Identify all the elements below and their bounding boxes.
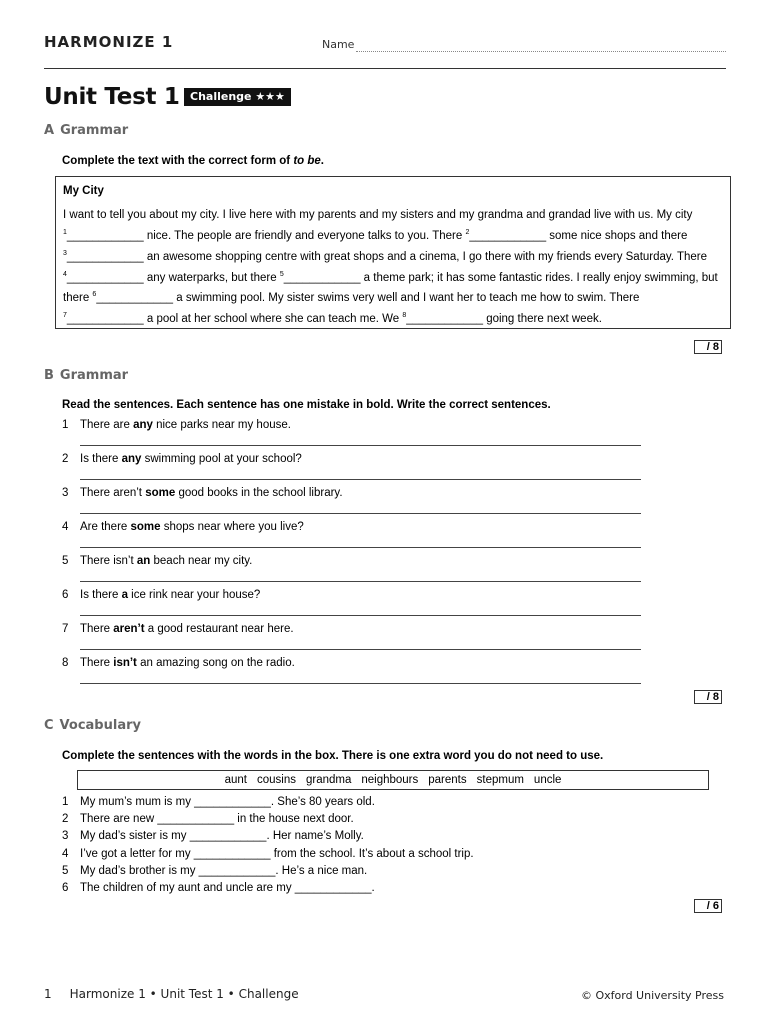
question-item	[62, 487, 343, 499]
section-b-heading	[44, 368, 128, 383]
word-box-item: neighbours	[361, 774, 419, 786]
gap-number: 6	[92, 291, 97, 299]
question-text: There aren’t	[80, 487, 146, 499]
gap-number: 3	[63, 249, 67, 257]
answer-line[interactable]	[80, 581, 641, 582]
answer-line[interactable]	[80, 649, 641, 650]
question-number: 5	[62, 555, 69, 567]
question-number: 3	[62, 830, 69, 843]
passage-segment: ____________ any waterparks, but there	[66, 271, 280, 284]
passage-segment: I want to tell you about my city. I live here with my parents and my sisters and my grandma and grandad live with us. My city	[63, 209, 693, 221]
challenge-badge: Challenge ★★★	[184, 88, 291, 106]
passage-segment: ____________ an awesome shopping centre with great shops and a cinema, I go there with my friends every Saturday. There	[66, 250, 708, 263]
answer-line[interactable]	[80, 445, 641, 446]
section-letter: A	[44, 123, 55, 138]
gap-number: 1	[63, 229, 67, 236]
mistake-word: aren’t	[113, 623, 145, 635]
word-box-item: grandma	[305, 774, 352, 786]
passage-box	[55, 176, 731, 329]
vocab-item	[62, 848, 474, 860]
mistake-word: some	[130, 521, 161, 533]
copyright: © Oxford University Press	[580, 989, 724, 1002]
gap-number: 4	[63, 270, 67, 278]
question-number: 4	[62, 847, 69, 860]
question-text: swimming pool at your school?	[141, 453, 302, 465]
vocab-item	[62, 813, 354, 825]
section-c-heading	[44, 718, 141, 733]
question-text: nice parks near my house.	[152, 419, 291, 431]
mistake-word: isn’t	[113, 657, 137, 669]
question-number: 6	[62, 882, 69, 894]
question-text: My dad’s brother is my ____________. He’s a nice man.	[80, 864, 368, 877]
answer-line[interactable]	[80, 479, 641, 480]
passage-title: My City	[63, 185, 104, 197]
passage-segment: ____________ going there next week.	[406, 313, 602, 326]
question-text: Is there	[80, 453, 122, 465]
passage-text	[63, 207, 723, 328]
question-number: 2	[62, 813, 69, 826]
question-text: ice rink near your house?	[127, 589, 261, 601]
passage-segment: ____________ a swimming pool. My sister swims very well and I want her to teach me how to swim. There	[96, 292, 640, 305]
question-text: Are there	[80, 521, 131, 533]
vocab-item	[62, 796, 375, 808]
question-text: a good restaurant near here.	[144, 623, 294, 635]
section-a-score: / 8	[694, 340, 722, 354]
answer-line[interactable]	[80, 615, 641, 616]
section-a-heading	[44, 123, 128, 138]
question-number: 7	[62, 623, 69, 635]
question-text: There	[80, 657, 114, 669]
answer-line[interactable]	[80, 683, 641, 684]
question-item	[62, 589, 260, 601]
mistake-word: any	[133, 419, 153, 431]
section-c-score: / 6	[694, 899, 722, 913]
word-box-item: stepmum	[476, 774, 524, 786]
word-box	[77, 770, 709, 790]
question-item	[62, 555, 252, 567]
answer-line[interactable]	[80, 513, 641, 514]
answer-line[interactable]	[80, 547, 641, 548]
mistake-word: an	[136, 555, 151, 567]
section-b-instruction: Read the sentences. Each sentence has one mistake in bold. Write the correct sentences.	[62, 399, 551, 411]
section-a-instruction: Complete the text with the correct form of to be.	[62, 155, 324, 167]
question-item	[62, 623, 294, 635]
question-number: 8	[62, 657, 69, 669]
section-letter: B	[44, 368, 54, 383]
gap-number: 7	[63, 312, 67, 320]
question-text: shops near where you live?	[160, 521, 304, 533]
footer-title: Harmonize 1 • Unit Test 1 • Challenge	[69, 987, 299, 1001]
question-text: beach near my city.	[150, 555, 253, 567]
mistake-word: any	[121, 453, 142, 465]
question-number: 6	[62, 589, 69, 601]
header-rule	[44, 68, 726, 69]
vocab-item	[62, 830, 364, 842]
question-text: There	[80, 623, 114, 635]
name-field-line[interactable]	[356, 51, 726, 52]
passage-segment: ____________ a theme park; it has some fantastic rides. I really enjoy swimming, but there	[63, 271, 718, 305]
gap-number: 2	[465, 229, 470, 236]
page-number: 1	[44, 987, 52, 1001]
question-number: 1	[62, 419, 69, 431]
question-item	[62, 453, 302, 465]
page-title: Unit Test 1	[44, 84, 180, 110]
question-number: 2	[62, 453, 69, 465]
passage-segment: ____________ some nice shops and there	[469, 229, 688, 242]
vocab-item	[62, 865, 367, 877]
question-text: There are	[80, 419, 134, 431]
section-label: Vocabulary	[59, 718, 141, 733]
name-label: Name	[322, 38, 355, 51]
section-b-score: / 8	[694, 690, 722, 704]
gap-number: 5	[279, 270, 284, 278]
word-box-item: uncle	[533, 774, 562, 786]
question-item	[62, 521, 304, 533]
question-text: My dad’s sister is my ____________. Her name’s Molly.	[80, 830, 364, 843]
question-text: I’ve got a letter for my ____________ from the school. It’s about a school trip.	[80, 847, 474, 860]
section-c-instruction: Complete the sentences with the words in the box. There is one extra word you do not need to use.	[62, 750, 604, 762]
word-box-item: aunt	[224, 774, 247, 786]
footer-left	[44, 987, 299, 1001]
question-text: There isn’t	[80, 555, 137, 567]
question-text: My mum’s mum is my ____________. She’s 80 years old.	[80, 796, 375, 808]
question-text: Is there	[80, 589, 122, 601]
word-box-item: cousins	[256, 774, 296, 786]
question-number: 4	[62, 521, 69, 533]
gap-number: 8	[402, 312, 407, 320]
passage-segment: ____________ nice. The people are friendly and everyone talks to you. There	[66, 229, 466, 242]
question-item	[62, 419, 291, 431]
section-letter: C	[44, 718, 54, 733]
word-box-item: parents	[428, 774, 467, 786]
mistake-word: some	[145, 487, 176, 499]
question-item	[62, 657, 295, 669]
mistake-word: a	[121, 589, 128, 601]
question-text: There are new ____________ in the house next door.	[80, 813, 354, 826]
question-text: good books in the school library.	[175, 487, 343, 499]
section-label: Grammar	[59, 368, 129, 383]
brand-logo: HARMONIZE 1	[44, 33, 174, 51]
question-number: 5	[62, 864, 69, 877]
vocab-item	[62, 882, 375, 894]
passage-segment: ____________ a pool at her school where she can teach me. We	[66, 313, 403, 326]
question-number: 3	[62, 487, 69, 499]
question-text: The children of my aunt and uncle are my ____________.	[80, 882, 375, 894]
question-number: 1	[62, 796, 69, 808]
section-label: Grammar	[60, 123, 129, 138]
question-text: an amazing song on the radio.	[136, 657, 295, 669]
